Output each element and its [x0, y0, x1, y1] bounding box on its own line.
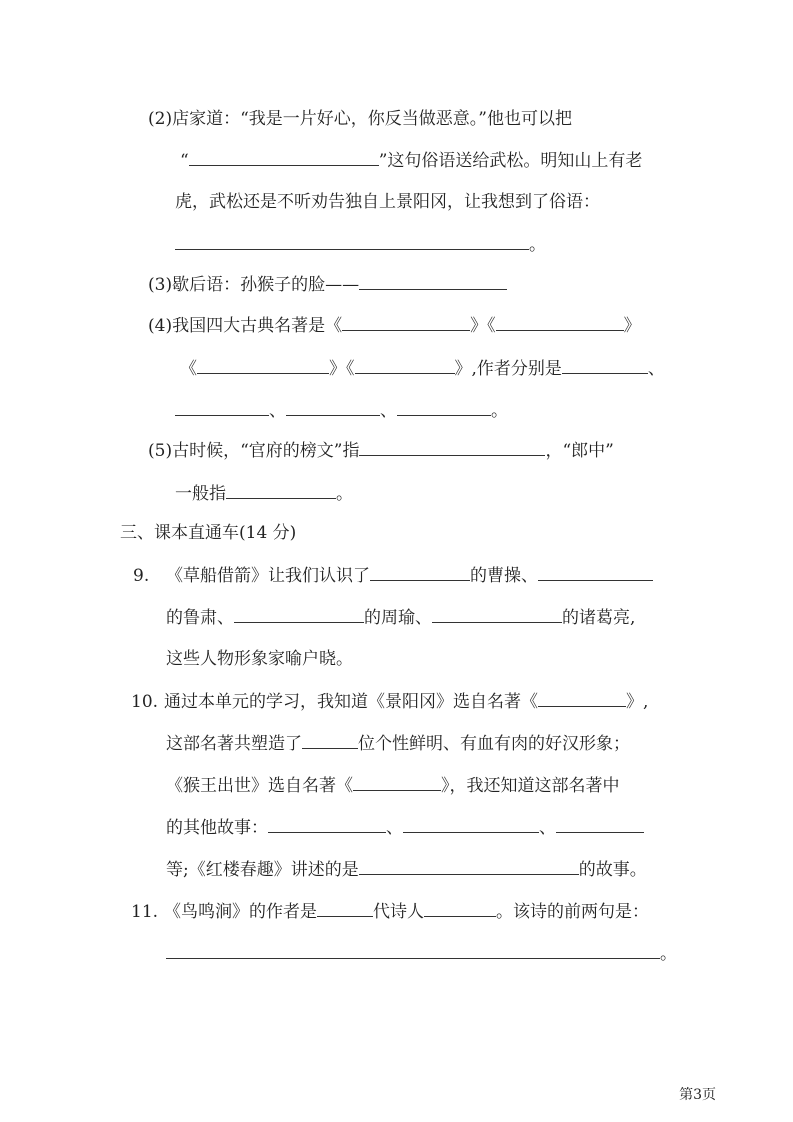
period: 。 — [529, 235, 546, 255]
q10-text-3a: 《猴王出世》选自名著《 — [166, 776, 353, 796]
q4-book-1-blank[interactable] — [342, 313, 470, 331]
q10-text-5a: 等;《红楼春趣》讲述的是 — [166, 860, 359, 880]
q4-line-1 — [148, 313, 641, 338]
q9-text-2a: 的鲁肃、 — [166, 608, 234, 628]
q4-line-3 — [175, 398, 508, 423]
q4-author-2-blank[interactable] — [175, 398, 269, 416]
q11-line-2 — [166, 941, 677, 966]
q4-label: (4) — [148, 316, 173, 336]
q10-text-1: 通过本单元的学习，我知道《景阳冈》选自名著《 — [164, 692, 538, 712]
q10-book-1-blank[interactable] — [538, 689, 626, 707]
q2-line-1 — [148, 107, 572, 131]
q5-langzhong-blank[interactable] — [226, 481, 336, 499]
q10-number: 10. — [131, 692, 159, 712]
q10-text-4a: 的其他故事： — [166, 818, 268, 838]
q10-text-3b: 》，我还知道这部名著中 — [441, 776, 620, 796]
q2-line-4 — [175, 232, 546, 257]
period: 。 — [660, 944, 677, 964]
q9-line-1 — [133, 563, 653, 588]
bracket-open: 《 — [180, 359, 197, 379]
q11-line-1 — [131, 899, 649, 924]
q10-line-5 — [166, 857, 647, 882]
bracket-pair: 》《 — [329, 359, 355, 379]
q5-text-1: 古时候，“官府的榜文”指 — [172, 441, 360, 461]
q9-text-3: 这些人物形象家喻户晓。 — [166, 649, 353, 669]
q4-author-4-blank[interactable] — [397, 398, 491, 416]
q9-caocao-blank[interactable] — [370, 563, 470, 581]
q11-dynasty-blank[interactable] — [317, 899, 373, 917]
q2-proverb-blank[interactable] — [189, 148, 379, 166]
q9-line-3 — [166, 647, 353, 671]
q10-text-1-end: 》, — [626, 692, 649, 712]
q2-label: (2) — [148, 109, 173, 129]
q2-line-3 — [175, 190, 600, 214]
q9-lusu-blank[interactable] — [538, 563, 653, 581]
q9-zhugeliang-blank[interactable] — [432, 605, 562, 623]
q9-number: 9. — [133, 566, 150, 586]
q2-saying-blank[interactable] — [175, 232, 529, 250]
q3-text: 歇后语：孙猴子的脸—— — [172, 275, 360, 295]
q10-book-2-blank[interactable] — [353, 773, 441, 791]
q10-line-2 — [166, 731, 630, 756]
q4-book-3-blank[interactable] — [197, 356, 329, 374]
q11-text-1a: 《鸟鸣涧》的作者是 — [164, 902, 317, 922]
q2-line-2 — [180, 148, 642, 173]
q4-text: 我国四大古典名著是 — [172, 316, 326, 336]
q10-line-3 — [166, 773, 620, 798]
separator: 、 — [269, 401, 286, 421]
q11-number: 11. — [131, 902, 159, 922]
q10-text-2b: 位个性鲜明、有血有肉的好汉形象； — [358, 734, 630, 754]
q10-line-1 — [131, 689, 648, 714]
bracket-open: 《 — [325, 316, 343, 336]
q10-story-2-blank[interactable] — [403, 815, 539, 833]
q4-author-3-blank[interactable] — [286, 398, 380, 416]
q2-text-2: ”这句俗语送给武松。明知山上有老 — [378, 151, 643, 171]
q10-text-2a: 这部名著共塑造了 — [166, 734, 302, 754]
q9-text-2b: 的周瑜、 — [364, 608, 432, 628]
bracket-close: 》 — [623, 316, 641, 336]
q5-line-1 — [148, 438, 614, 463]
q11-text-1c: 。该诗的前两句是： — [496, 902, 649, 922]
bracket-open: 《 — [487, 316, 496, 336]
page-number: 第3页 — [679, 1087, 716, 1103]
q5-label: (5) — [148, 441, 173, 461]
q10-line-4 — [166, 815, 644, 840]
q9-zhouyu-blank[interactable] — [234, 605, 364, 623]
q10-text-5b: 的故事。 — [578, 860, 647, 880]
separator: 、 — [647, 359, 665, 379]
q9-line-2 — [166, 605, 635, 630]
q4-author-text: 》,作者分别是 — [454, 359, 562, 379]
q9-text-2c: 的诸葛亮, — [562, 608, 636, 628]
q3-line — [148, 272, 507, 297]
quote-open: “ — [180, 151, 189, 171]
q10-count-blank[interactable] — [302, 731, 358, 749]
section-3-heading — [120, 521, 296, 545]
q4-line-2 — [180, 356, 665, 381]
q10-hongloumeng-blank[interactable] — [359, 857, 579, 875]
q9-text-1-mid: 的曹操、 — [470, 566, 538, 586]
period: 。 — [336, 484, 353, 504]
q4-author-1-blank[interactable] — [562, 356, 648, 374]
q5-line-2 — [175, 481, 353, 506]
separator: 、 — [539, 818, 556, 838]
q10-story-1-blank[interactable] — [268, 815, 386, 833]
q11-verse-blank[interactable] — [166, 941, 660, 959]
q3-label: (3) — [148, 275, 173, 295]
q9-text-1: 《草船借箭》让我们认识了 — [166, 566, 370, 586]
q5-text-1-tail: ，“郎中” — [545, 441, 614, 461]
period: 。 — [491, 401, 508, 421]
q5-text-2: 一般指 — [175, 484, 226, 504]
bracket-close: 》 — [470, 316, 488, 336]
q4-book-4-blank[interactable] — [355, 356, 455, 374]
q11-text-1b: 代诗人 — [373, 902, 424, 922]
q10-story-3-blank[interactable] — [556, 815, 644, 833]
q3-blank[interactable] — [359, 272, 507, 290]
q4-book-2-blank[interactable] — [496, 313, 624, 331]
q5-bangwen-blank[interactable] — [359, 438, 545, 456]
separator: 、 — [386, 818, 403, 838]
q2-text-3: 虎，武松还是不听劝告独自上景阳冈，让我想到了俗语： — [175, 192, 600, 212]
section-3-title: 三、课本直通车(14 分) — [120, 523, 297, 543]
q2-text-1: 店家道：“我是一片好心，你反当做恶意。”他也可以把 — [172, 109, 572, 129]
separator: 、 — [380, 401, 397, 421]
q11-poet-blank[interactable] — [424, 899, 496, 917]
